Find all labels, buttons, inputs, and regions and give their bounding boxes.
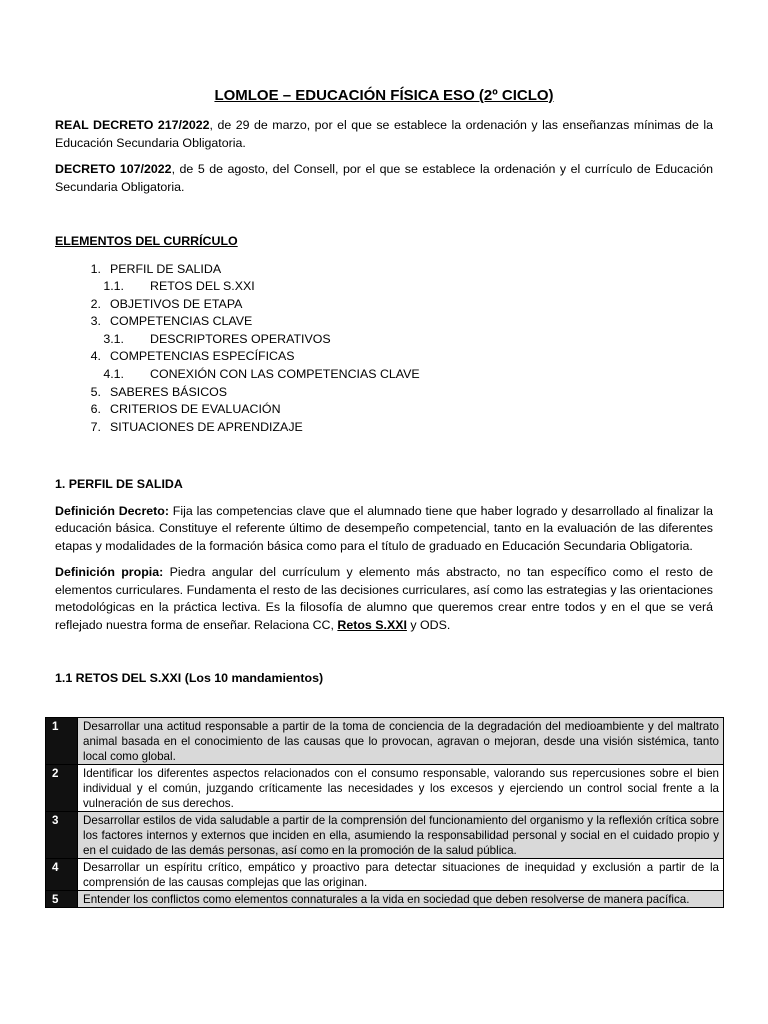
definicion-propia-text: Piedra angular del currículum y elemento más abstracto, no tan específico como el resto de elementos curriculares. Fundamenta el resto de las decisiones curriculares, así como las estrategias y las orientaciones metodológicas en la práctica lectiva. Es la filosofía de alumno que queremos crear entre todos y en el que se verá reflejado nuestra forma de enseñar. Relaciona CC, xyxy=(55,565,713,632)
list-item xyxy=(55,384,713,402)
row-text: Desarrollar estilos de vida saludable a partir de la comprensión del funcionamiento del organismo y la reflexión crítica sobre los factores internos y externos que inciden en ella, asumiendo la responsabilidad personal y social en el cuidado propio y en el cuidado de las demás personas, así como en la promoción de la salud pública. xyxy=(78,812,724,859)
list-item xyxy=(55,401,713,419)
list-item-label: SABERES BÁSICOS xyxy=(110,384,228,399)
curriculum-elements-list xyxy=(55,261,713,437)
definicion-decreto-text: Fija las competencias clave que el alumnado tiene que haber logrado y desarrollado al finalizar la educación básica. Constituye el referente último de desempeño competencial, tanto en la evaluación de las diferentes etapas y modalidades de la formación básica como para el título de graduado en Educación Secundaria Obligatoria. xyxy=(55,503,713,553)
document-title: LOMLOE – EDUCACIÓN FÍSICA ESO (2º CICLO) xyxy=(214,87,554,104)
list-item-label: DESCRIPTORES OPERATIVOS xyxy=(150,331,331,346)
list-item xyxy=(55,348,713,366)
list-item xyxy=(55,296,713,314)
list-item-number: 1.1. xyxy=(103,279,124,294)
list-item-label: COMPETENCIAS CLAVE xyxy=(110,314,253,329)
table-row xyxy=(46,812,724,859)
list-item-label: SITUACIONES DE APRENDIZAJE xyxy=(110,419,303,434)
real-decreto-text: , de 29 de marzo, por el que se establece la ordenación y las enseñanzas mínimas de la Educación Secundaria Obligatoria. xyxy=(55,118,713,150)
list-item-label: CONEXIÓN CON LAS COMPETENCIAS CLAVE xyxy=(150,367,420,382)
row-number: 4 xyxy=(46,859,78,891)
list-item xyxy=(55,366,713,384)
decreto-text: , de 5 de agosto, del Consell, por el que se establece la ordenación y el currículo de Educación Secundaria Obligatoria. xyxy=(55,162,713,194)
list-item-label: OBJETIVOS DE ETAPA xyxy=(110,296,243,311)
real-decreto-paragraph xyxy=(55,117,713,152)
table-row xyxy=(46,718,724,765)
list-item-number: 2. xyxy=(90,296,101,311)
definicion-propia-end: y ODS. xyxy=(406,617,451,632)
list-item-number: 1. xyxy=(90,261,101,276)
list-item-number: 7. xyxy=(90,419,101,434)
definicion-propia-label: Definición propia: xyxy=(55,565,164,580)
table-row xyxy=(46,891,724,908)
retos-table xyxy=(45,717,724,908)
list-item xyxy=(55,278,713,296)
row-text: Identificar los diferentes aspectos relacionados con el consumo responsable, valorando sus repercusiones sobre el bien individual y el común, juzgando críticamente las necesidades y los excesos y ejerciendo un control social frente a la vulneración de sus derechos. xyxy=(78,765,724,812)
definicion-decreto-paragraph xyxy=(55,503,713,556)
row-number: 3 xyxy=(46,812,78,859)
list-item-number: 4.1. xyxy=(103,367,124,382)
list-item-label: CRITERIOS DE EVALUACIÓN xyxy=(110,402,281,417)
list-item-label: COMPETENCIAS ESPECÍFICAS xyxy=(110,349,295,364)
list-item-number: 3. xyxy=(90,314,101,329)
row-number: 2 xyxy=(46,765,78,812)
list-item-number: 5. xyxy=(90,384,101,399)
decreto-label: DECRETO 107/2022 xyxy=(55,162,172,176)
retos-link[interactable]: Retos S.XXI xyxy=(337,617,407,632)
row-number: 1 xyxy=(46,718,78,765)
list-item-number: 6. xyxy=(90,402,101,417)
row-text: Desarrollar una actitud responsable a partir de la toma de conciencia de la degradación del medioambiente y del maltrato animal basada en el conocimiento de las causas que lo provocan, agravan o mejoran, desde una visión sistémica, tanto local como global. xyxy=(78,718,724,765)
definicion-propia-paragraph xyxy=(55,564,713,634)
table-row xyxy=(46,859,724,891)
list-item xyxy=(55,313,713,331)
real-decreto-label: REAL DECRETO 217/2022 xyxy=(55,118,210,132)
perfil-heading: 1. PERFIL DE SALIDA xyxy=(55,477,183,492)
row-number: 5 xyxy=(46,891,78,908)
list-item xyxy=(55,331,713,349)
list-item xyxy=(55,261,713,279)
row-text: Entender los conflictos como elementos connaturales a la vida en sociedad que deben resolverse de manera pacífica. xyxy=(78,891,724,908)
retos-heading: 1.1 RETOS DEL S.XXI (Los 10 mandamientos) xyxy=(55,671,324,686)
row-text: Desarrollar un espíritu crítico, empático y proactivo para detectar situaciones de inequidad y exclusión a partir de la comprensión de las causas complejas que las originan. xyxy=(78,859,724,891)
list-item xyxy=(55,419,713,437)
decreto-paragraph xyxy=(55,161,713,196)
list-item-label: RETOS DEL S.XXI xyxy=(150,279,255,294)
list-item-number: 4. xyxy=(90,349,101,364)
list-item-label: PERFIL DE SALIDA xyxy=(110,261,222,276)
table-row xyxy=(46,765,724,812)
elementos-heading: ELEMENTOS DEL CURRÍCULO xyxy=(55,234,238,248)
list-item-number: 3.1. xyxy=(103,331,124,346)
definicion-decreto-label: Definición Decreto: xyxy=(55,503,169,518)
